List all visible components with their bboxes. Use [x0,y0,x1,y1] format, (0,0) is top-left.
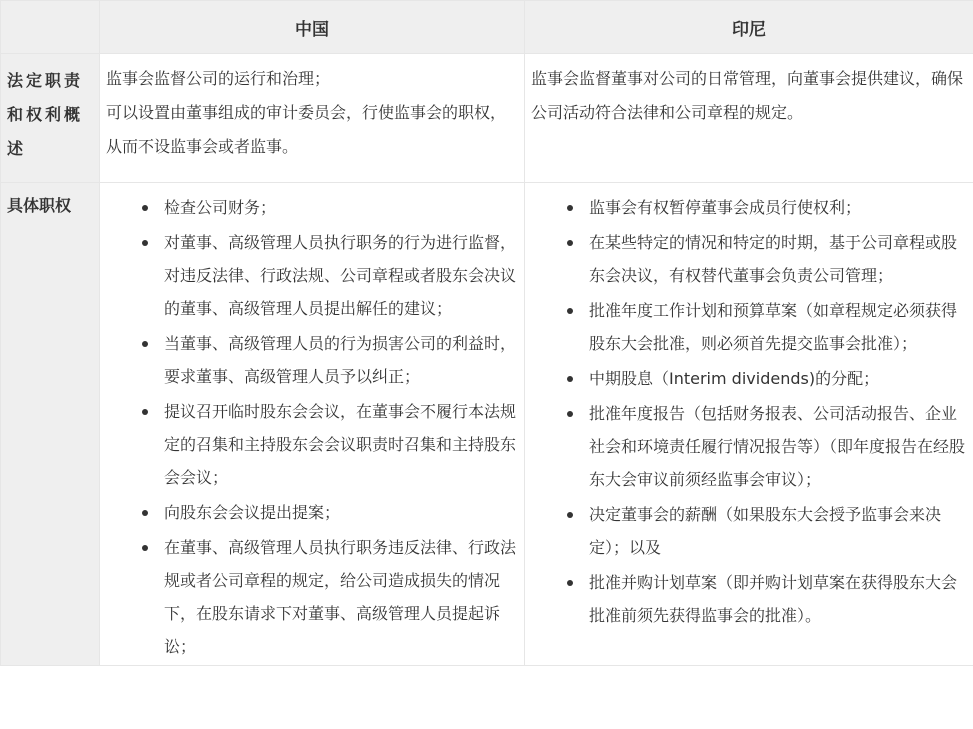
row-label-duties: 具体职权 [1,183,100,666]
list-item [525,397,967,496]
list-item-text: 提议召开临时股东会会议，在董事会不履行本法规定的召集和主持股东会会议职责时召集和主持股东会会议； [164,402,517,487]
list-item [100,226,518,325]
bullet-icon [567,308,573,314]
list-item-text: 检查公司财务； [164,198,277,217]
bullet-icon [567,240,573,246]
bullet-icon [567,376,573,382]
list-item [525,226,967,292]
list-item-text: 监事会有权暂停董事会成员行使权利； [589,198,862,217]
header-indonesia: 印尼 [525,1,973,54]
bullet-icon [142,205,148,211]
bullet-icon [567,580,573,586]
list-item-text: 中期股息（Interim dividends)的分配； [589,369,880,388]
bullet-icon [142,240,148,246]
list-item-text: 批准并购计划草案（即并购计划草案在获得股东大会批准前须先获得监事会的批准）。 [589,573,958,625]
indonesia-overview-line-1: 监事会监督董事对公司的日常管理，向董事会提供建议，确保公司活动符合法律和公司章程的规定。 [531,69,964,122]
bullet-icon [142,341,148,347]
list-item-text: 当董事、高级管理人员的行为损害公司的利益时，要求董事、高级管理人员予以纠正； [164,334,517,386]
bullet-icon [142,510,148,516]
list-item [100,191,518,224]
bullet-icon [567,512,573,518]
list-item [525,498,967,564]
row-overview [1,54,973,183]
indonesia-duties-cell [525,183,973,666]
list-item [100,496,518,529]
china-overview-cell [100,54,525,183]
list-item-text: 在董事、高级管理人员执行职务违反法律、行政法规或者公司章程的规定，给公司造成损失的情况下，在股东请求下对董事、高级管理人员提起诉讼； [164,538,517,656]
header-row [1,1,973,54]
row-label-overview: 法定职责和权利概述 [1,54,100,183]
list-item-text: 批准年度工作计划和预算草案（如章程规定必须获得股东大会批准，则必须首先提交监事会批准）； [589,301,958,353]
list-item [525,362,967,395]
bullet-icon [142,545,148,551]
row-duties [1,183,973,666]
china-duties-list [100,183,524,663]
china-overview-line-2: 可以设置由董事组成的审计委员会，行使监事会的职权，从而不设监事会或者监事。 [106,103,507,156]
list-item [100,327,518,393]
list-item-text: 对董事、高级管理人员执行职务的行为进行监督，对违反法律、行政法规、公司章程或者股东会决议的董事、高级管理人员提出解任的建议； [164,233,517,318]
header-china: 中国 [100,1,525,54]
list-item-text: 决定董事会的薪酬（如果股东大会授予监事会来决定）；以及 [589,505,942,557]
indonesia-duties-list [525,183,973,632]
china-duties-cell [100,183,525,666]
list-item [525,191,967,224]
bullet-icon [567,205,573,211]
list-item-text: 向股东会会议提出提案； [164,503,341,522]
bullet-icon [142,409,148,415]
list-item [100,531,518,663]
list-item [525,566,967,632]
list-item-text: 在某些特定的情况和特定的时期，基于公司章程或股东会决议，有权替代董事会负责公司管理； [589,233,958,285]
header-empty-cell [1,1,100,54]
list-item [525,294,967,360]
list-item-text: 批准年度报告（包括财务报表、公司活动报告、企业社会和环境责任履行情况报告等）（即年度报告在经股东大会审议前须经监事会审议）； [589,404,966,489]
china-overview-line-1: 监事会监督公司的运行和治理； [106,69,331,88]
list-item [100,395,518,494]
bullet-icon [567,411,573,417]
indonesia-overview-cell [525,54,973,183]
